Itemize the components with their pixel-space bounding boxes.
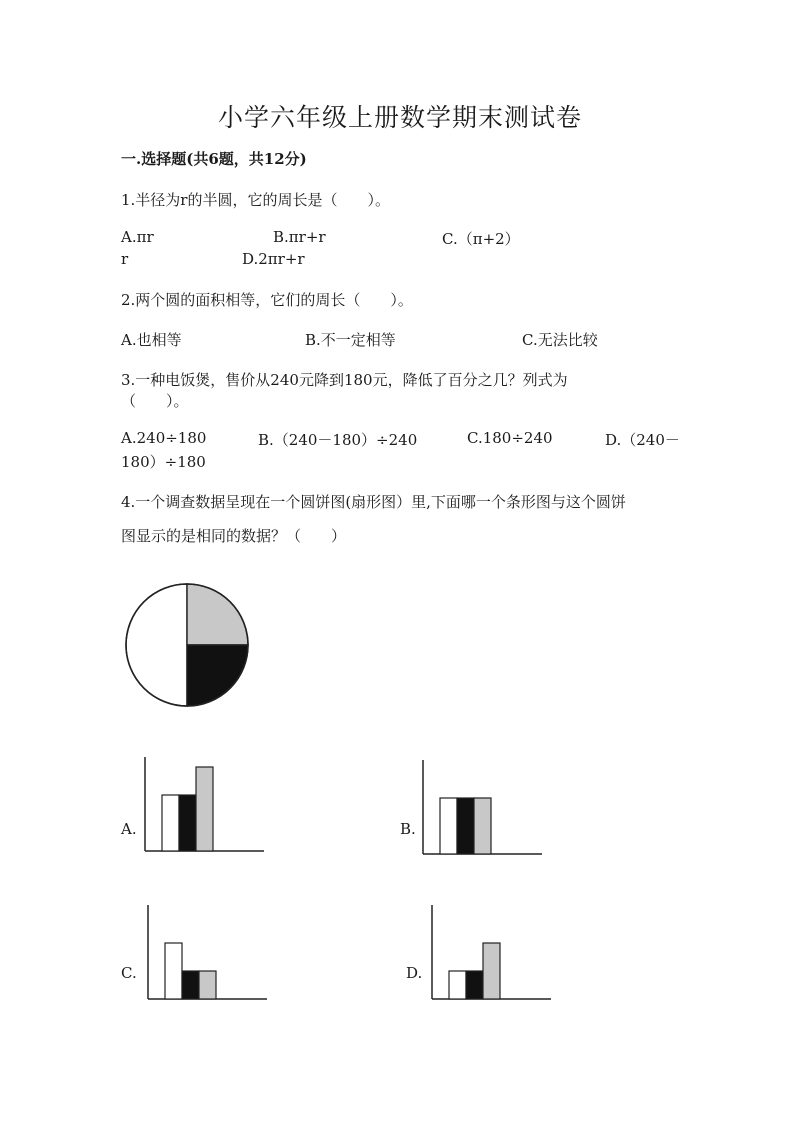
q3-option-a[interactable]: A.240÷180 [121,429,207,447]
q3-option-d[interactable]: D.（240－ [605,431,680,449]
question-4-stem-line-2: 图显示的是相同的数据？（ ） [121,527,347,545]
bar-black [457,798,474,854]
pie-slice-white [126,584,187,706]
q2-option-c[interactable]: C.无法比较 [522,331,598,349]
q2-option-b[interactable]: B.不一定相等 [305,331,396,349]
page-title: 小学六年级上册数学期末测试卷 [217,103,582,132]
bar-chart-option-b[interactable] [418,758,548,858]
q4-option-b-label[interactable]: B. [400,820,416,838]
q3-option-b[interactable]: B.（240－180）÷240 [258,431,418,449]
pie-chart [120,580,260,720]
q1-option-b[interactable]: B.πr+r [273,228,326,246]
bar-chart-option-c[interactable] [143,903,273,1003]
bar-white [165,943,182,999]
pie-slice-gray [187,584,248,645]
section-heading: 一.选择题(共6题，共12分) [121,150,307,168]
q1-option-c-continued: r [121,250,129,268]
bar-gray [483,943,500,999]
bar-black [466,971,483,999]
bar-white [440,798,457,854]
pie-slice-black [187,645,248,706]
q4-option-a-label[interactable]: A. [121,820,137,838]
q2-option-a[interactable]: A.也相等 [121,331,182,349]
q3-option-c[interactable]: C.180÷240 [467,429,553,447]
q4-option-d-label[interactable]: D. [406,964,423,982]
q3-option-d-continued: 180）÷180 [121,453,206,471]
question-4-stem-line-1: 4.一个调查数据呈现在一个圆饼图(扇形图）里,下面哪一个条形图与这个圆饼 [121,493,626,511]
bar-black [179,795,196,851]
q4-option-c-label[interactable]: C. [121,964,137,982]
bar-chart-option-a[interactable] [140,755,270,855]
q1-option-a[interactable]: A.πr [121,228,154,246]
question-3-stem-line-1: 3.一种电饭煲，售价从240元降到180元，降低了百分之几？列式为 [121,371,568,389]
question-3-stem-line-2: （ ）。 [121,392,189,410]
bar-gray [199,971,216,999]
question-2-stem: 2.两个圆的面积相等，它们的周长（ ）。 [121,291,413,309]
bar-black [182,971,199,999]
q1-option-d[interactable]: D.2πr+r [242,250,305,268]
bar-white [162,795,179,851]
q1-option-c[interactable]: C.（π+2） [442,230,520,248]
bar-gray [474,798,491,854]
bar-chart-option-d[interactable] [427,903,557,1003]
bar-white [449,971,466,999]
question-1-stem: 1.半径为r的半圆，它的周长是（ ）。 [121,191,390,209]
bar-gray [196,767,213,851]
